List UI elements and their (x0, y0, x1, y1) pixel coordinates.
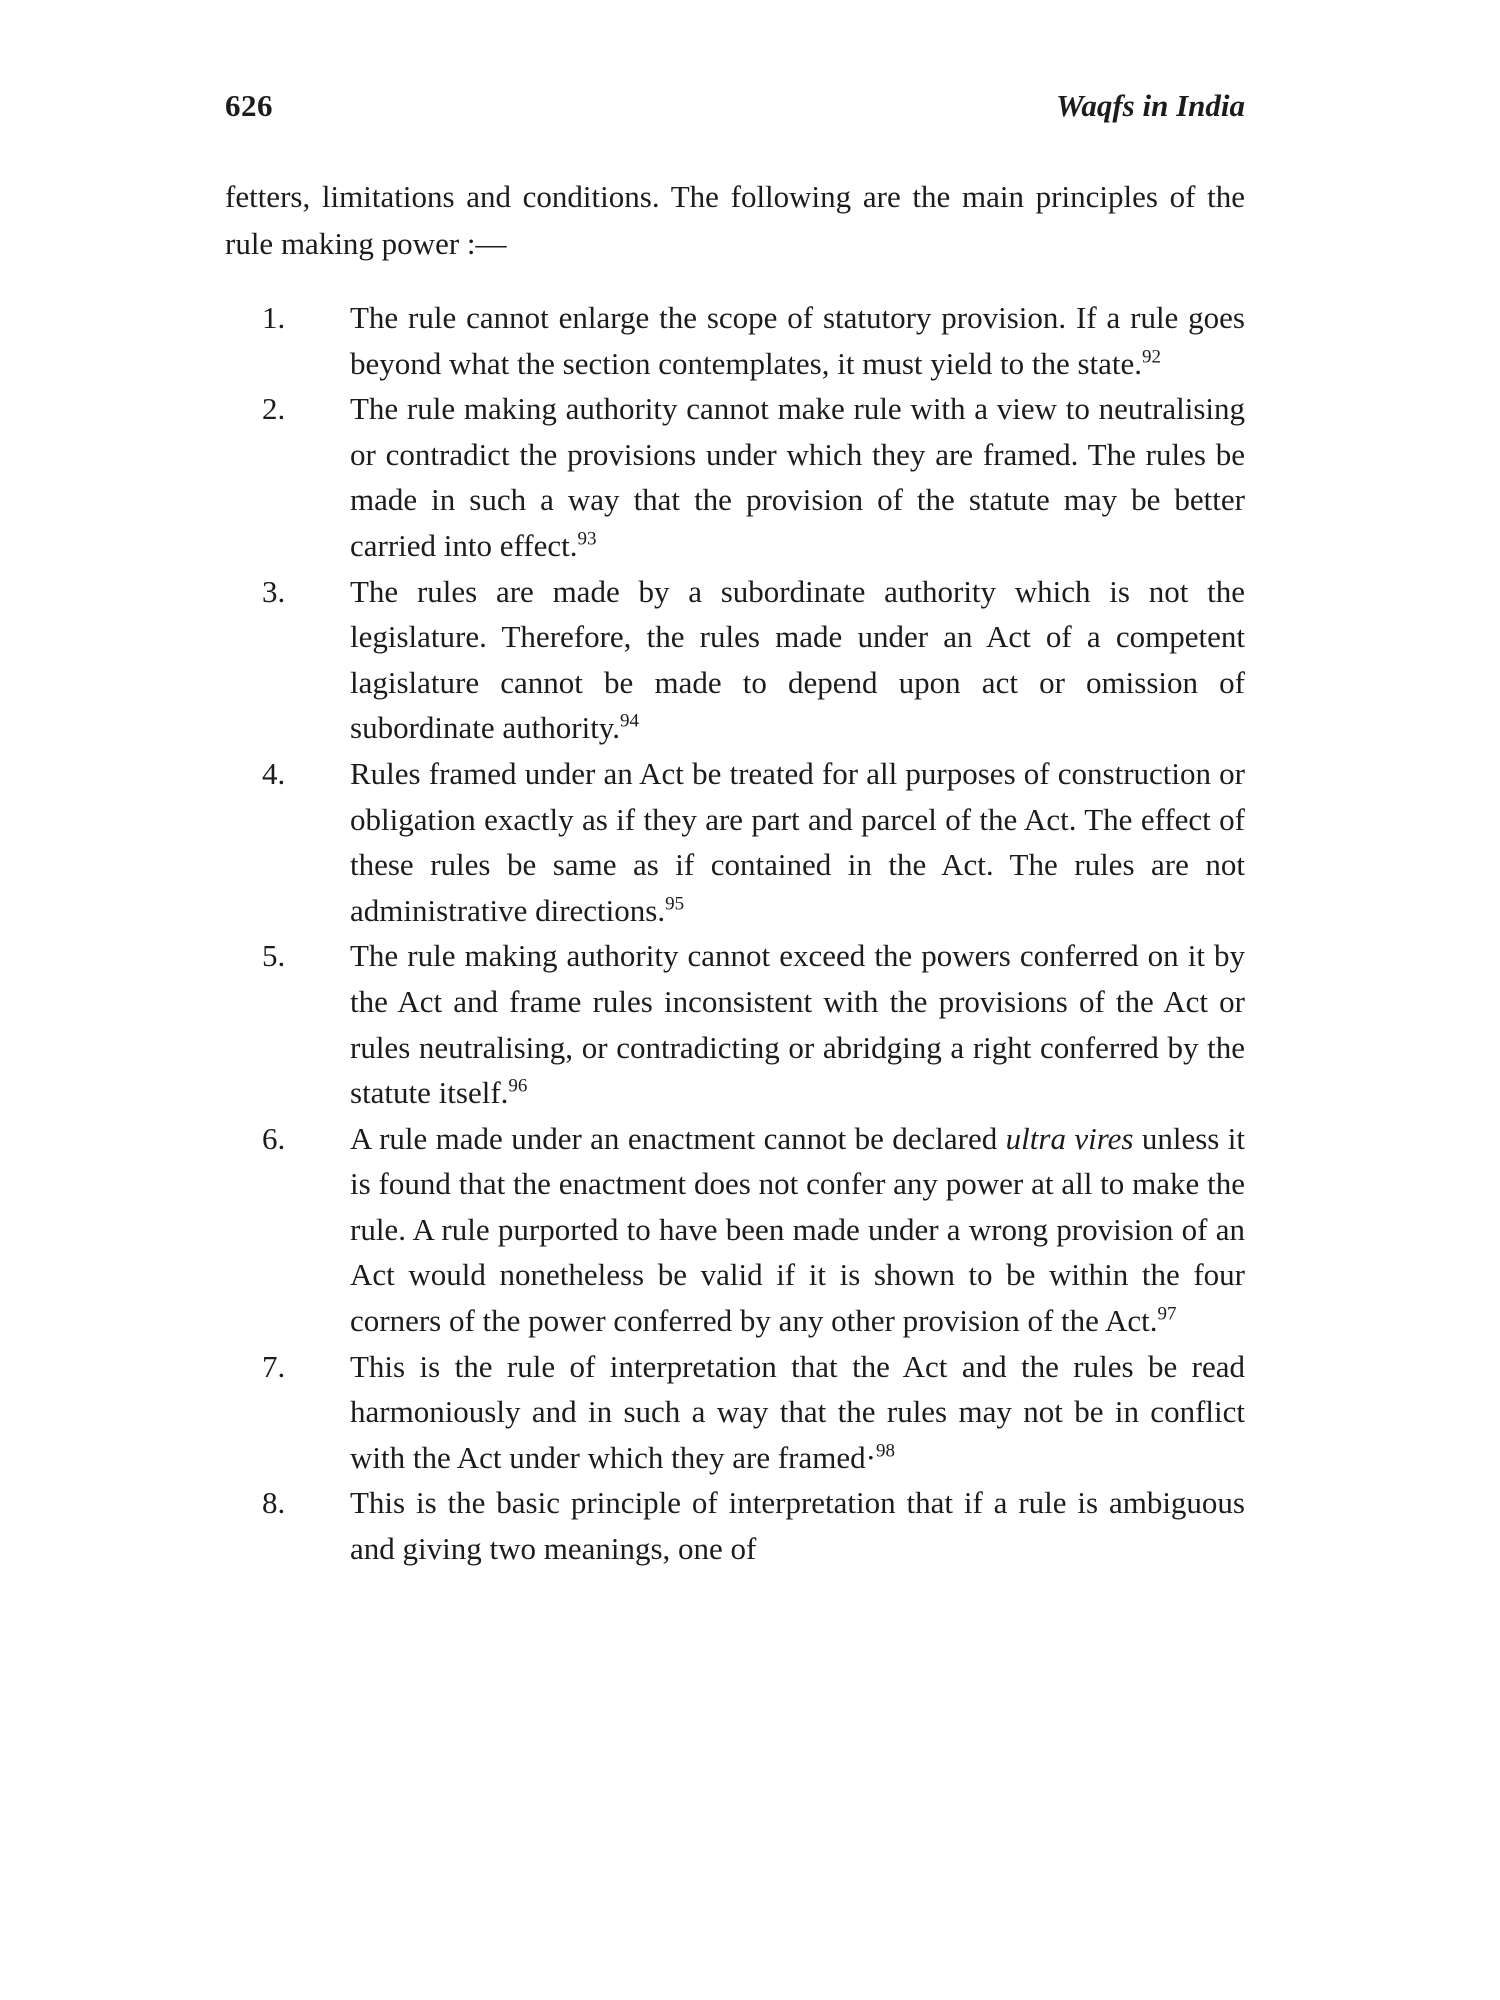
footnote-ref: 97 (1157, 1303, 1177, 1325)
list-item (262, 933, 1245, 1115)
item-text (350, 933, 1245, 1115)
item-body: This is the rule of interpretation that the Act and the rules be read harmoniously and in such a way that the rules may not be in conflict with the Act under which they are framed· (350, 1348, 1245, 1475)
list-item (262, 751, 1245, 933)
intro-paragraph: fetters, limitations and conditions. The following are the main principles of the rule making power :— (225, 179, 1245, 261)
list-item (262, 1480, 1245, 1571)
item-number: 3. (262, 573, 286, 609)
list-item (262, 295, 1245, 386)
item-body: The rule making authority cannot make rule with a view to neutralising or contradict the provisions under which they are framed. The rules be made in such a way that the provision of the statute may be better carried into effect. (350, 391, 1245, 563)
item-text (350, 751, 1245, 933)
item-number: 8. (262, 1485, 286, 1521)
page-header (225, 88, 1245, 128)
list-item (262, 1344, 1245, 1481)
item-number: 2. (262, 391, 286, 427)
footnote-ref: 94 (620, 711, 640, 733)
item-text (350, 569, 1245, 751)
item-number: 1. (262, 300, 286, 335)
item-number: 7. (262, 1348, 286, 1384)
footnote-ref: 96 (508, 1075, 528, 1097)
footnote-ref: 95 (665, 893, 685, 915)
item-text (350, 295, 1245, 386)
item-body: The rule making authority cannot exceed the powers conferred on it by the Act and frame rules inconsistent with the provisions of the Act or rules neutralising, or contradicting or abridging a right conferred by the statute itself. (350, 938, 1245, 1111)
footnote-ref: 92 (1142, 346, 1162, 368)
page-number: 626 (225, 88, 273, 123)
item-number: 4. (262, 755, 286, 791)
item-number: 6. (262, 1120, 286, 1156)
footnote-ref: 98 (875, 1440, 895, 1462)
item-text (350, 1116, 1245, 1344)
item-text (350, 1480, 1245, 1571)
italic-term: ultra vires (1005, 1120, 1134, 1156)
list-item (262, 386, 1245, 568)
principles-list (262, 295, 1245, 1572)
item-number: 5. (262, 938, 286, 974)
item-body: The rules are made by a subordinate authority which is not the legislature. Therefore, the rules made under an Act of a competent lagislature cannot be made to depend upon act or omission of subordinate authority. (350, 573, 1245, 746)
item-text (350, 386, 1245, 568)
running-title: Waqfs in India (1056, 88, 1245, 123)
list-item (262, 569, 1245, 751)
list-item (262, 1116, 1245, 1344)
footnote-ref: 93 (577, 528, 597, 550)
item-body: The rule cannot enlarge the scope of statutory provision. If a rule goes beyond what the section contemplates, it must yield to the state. (350, 300, 1245, 381)
item-text (350, 1344, 1245, 1481)
item-body: This is the basic principle of interpretation that if a rule is ambiguous and giving two meanings, one of (350, 1485, 1245, 1567)
item-body-start: A rule made under an enactment cannot be declared (350, 1120, 1006, 1156)
item-body: Rules framed under an Act be treated for all purposes of construction or obligation exactly as if they are part and parcel of the Act. The effect of these rules be same as if contained in the Act. The rules are not administrative directions. (350, 755, 1245, 928)
item-body-end: unless it is found that the enactment does not confer any power at all to make the rule. A rule purported to have been made under a wrong provision of an Act would nonetheless be valid if it is shown to be within the four corners of the power conferred by any other provision of the Act. (350, 1120, 1245, 1339)
